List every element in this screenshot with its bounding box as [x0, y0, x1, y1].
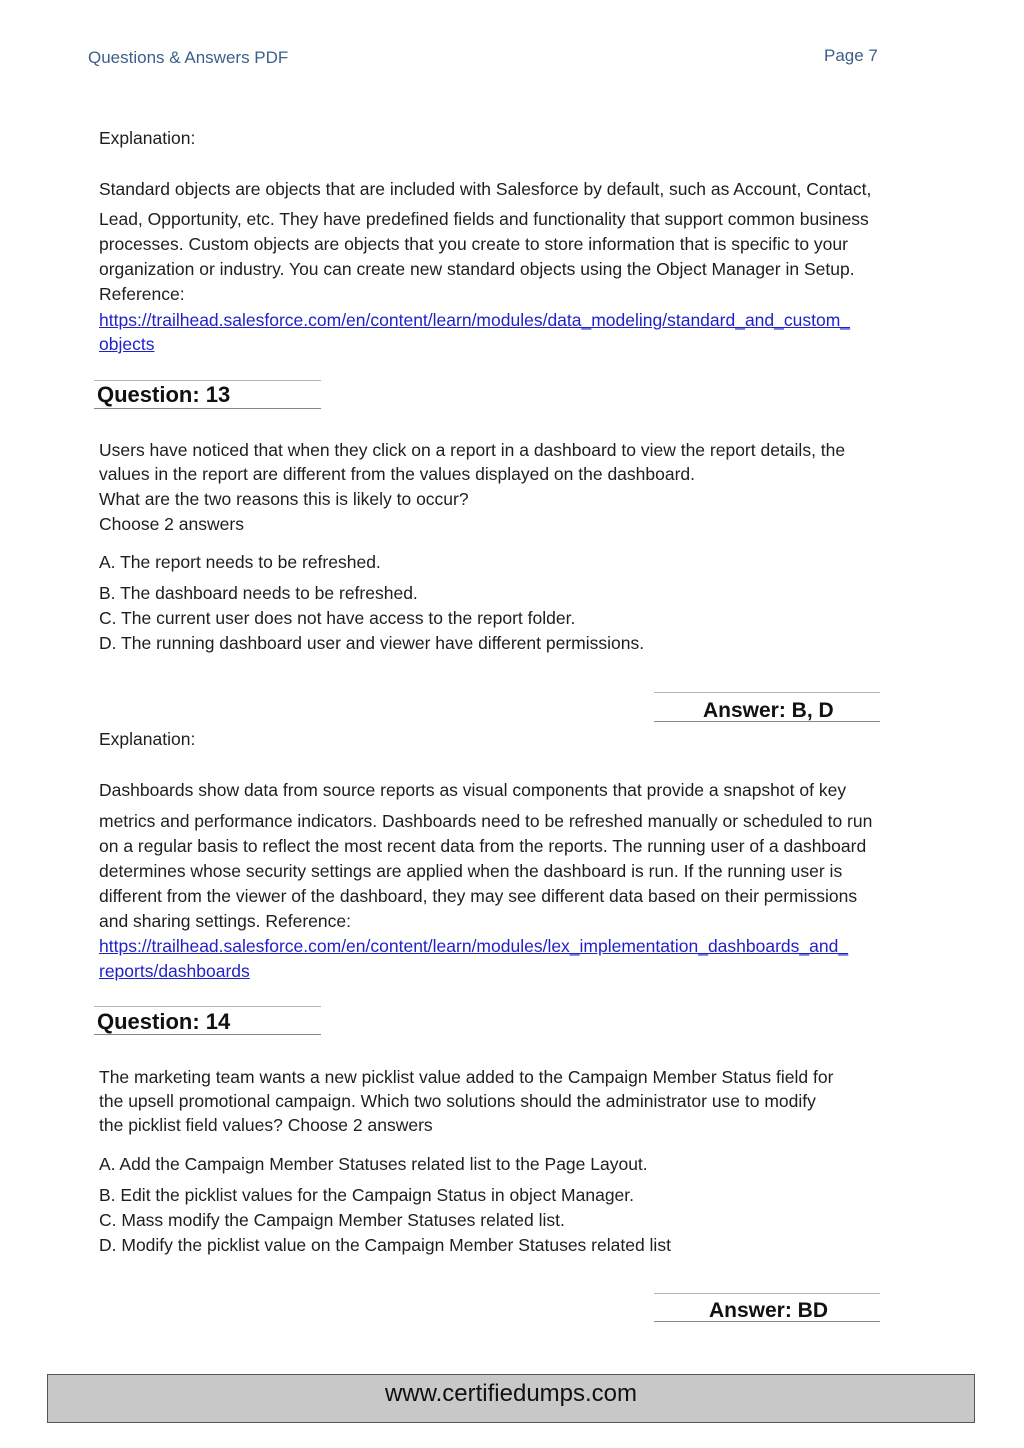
answer-option-c: C. The current user does not have access to the report folder.: [99, 608, 576, 628]
explanation-line: organization or industry. You can create new standard objects using the Object Manager in Setup.: [99, 259, 855, 279]
reference-link-continued[interactable]: reports/dashboards: [99, 961, 250, 981]
answer-option-b: B. The dashboard needs to be refreshed.: [99, 583, 418, 603]
reference-link-continued[interactable]: objects: [99, 334, 155, 354]
question-top-rule: [94, 380, 321, 381]
question-top-rule: [94, 1006, 321, 1007]
answer-label: Answer: B, D: [703, 699, 834, 722]
explanation-line: determines whose security settings are applied when the dashboard is run. If the running user is: [99, 861, 843, 881]
explanation-line: processes. Custom objects are objects that you create to store information that is specific to your: [99, 234, 848, 254]
answer-option-c: C. Mass modify the Campaign Member Statuses related list.: [99, 1210, 565, 1230]
question-title: Question: 14: [97, 1009, 231, 1034]
footer-bar: [47, 1374, 975, 1423]
footer-url[interactable]: www.certifiedumps.com: [384, 1379, 638, 1407]
question-stem-line: the upsell promotional campaign. Which two solutions should the administrator use to modify: [99, 1091, 816, 1111]
question-stem-line: The marketing team wants a new picklist value added to the Campaign Member Status field for: [99, 1067, 834, 1087]
answer-bottom-rule: [654, 721, 880, 722]
answer-option-a: A. The report needs to be refreshed.: [99, 552, 381, 572]
question-bottom-rule: [94, 408, 321, 409]
question-stem-line: Choose 2 answers: [99, 514, 244, 534]
explanation-line: metrics and performance indicators. Dashboards need to be refreshed manually or scheduled to run: [99, 811, 873, 831]
reference-link[interactable]: https://trailhead.salesforce.com/en/content/learn/modules/lex_implementation_dashboards_and_: [99, 936, 849, 956]
explanation-line: Lead, Opportunity, etc. They have predefined fields and functionality that support common business: [99, 209, 869, 229]
answer-top-rule: [654, 692, 880, 693]
explanation-line: on a regular basis to reflect the most recent data from the reports. The running user of a dashboard: [99, 836, 867, 856]
question-stem-line: What are the two reasons this is likely to occur?: [99, 489, 469, 509]
answer-option-b: B. Edit the picklist values for the Campaign Status in object Manager.: [99, 1185, 635, 1205]
answer-option-a: A. Add the Campaign Member Statuses related list to the Page Layout.: [99, 1154, 648, 1174]
answer-option-d: D. The running dashboard user and viewer have different permissions.: [99, 633, 645, 653]
answer-bottom-rule: [654, 1321, 880, 1322]
explanation-line: Standard objects are objects that are included with Salesforce by default, such as Account, Contact,: [99, 179, 872, 199]
page-number: Page 7: [824, 46, 878, 65]
question-stem-line: the picklist field values? Choose 2 answers: [99, 1115, 433, 1135]
question-bottom-rule: [94, 1034, 321, 1035]
answer-top-rule: [654, 1293, 880, 1294]
explanation-line: Reference:: [99, 284, 185, 304]
header-title: Questions & Answers PDF: [88, 48, 289, 67]
explanation-line: Dashboards show data from source reports as visual components that provide a snapshot of key: [99, 780, 847, 800]
question-stem-line: Users have noticed that when they click on a report in a dashboard to view the report details, the: [99, 440, 846, 460]
reference-link[interactable]: https://trailhead.salesforce.com/en/content/learn/modules/data_modeling/standard_and_custom_: [99, 310, 851, 330]
question-title: Question: 13: [97, 382, 231, 407]
explanation-label: Explanation:: [99, 729, 196, 749]
explanation-line: and sharing settings. Reference:: [99, 911, 351, 931]
explanation-line: different from the viewer of the dashboard, they may see different data based on their permissions: [99, 886, 858, 906]
question-stem-line: values in the report are different from the values displayed on the dashboard.: [99, 464, 696, 484]
answer-option-d: D. Modify the picklist value on the Campaign Member Statuses related list: [99, 1235, 671, 1255]
answer-label: Answer: BD: [709, 1299, 829, 1322]
explanation-label: Explanation:: [99, 128, 196, 148]
